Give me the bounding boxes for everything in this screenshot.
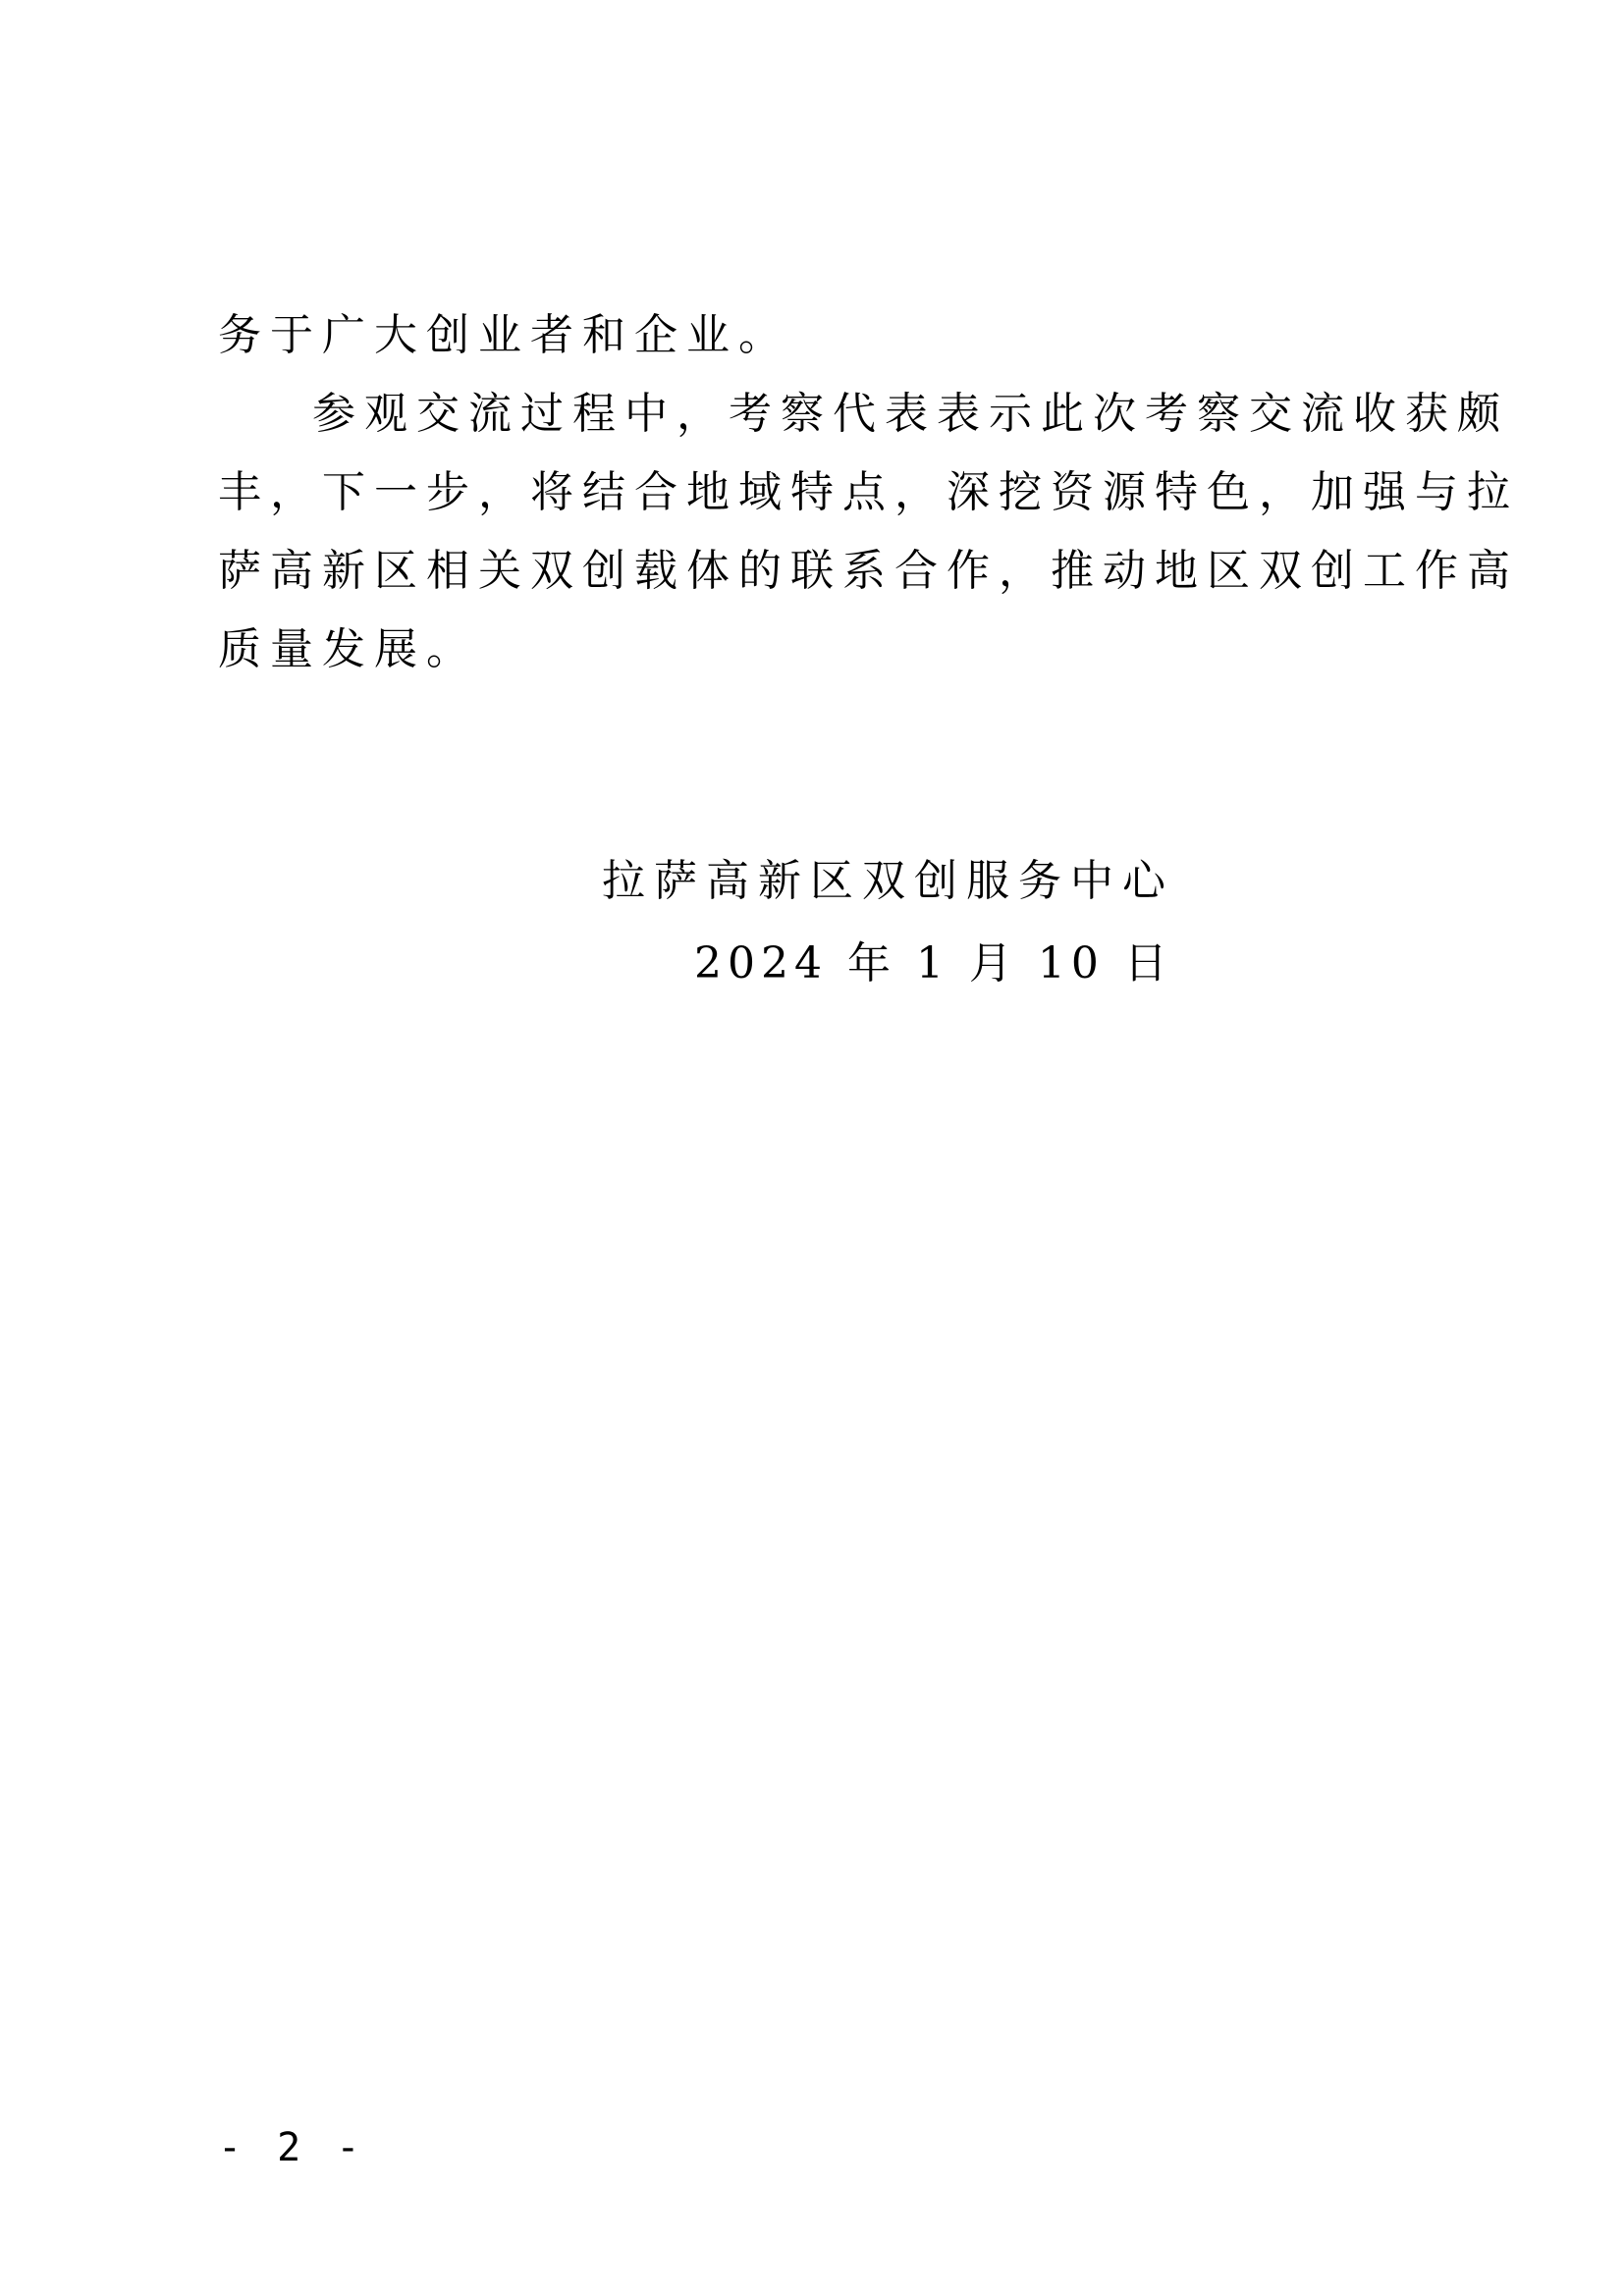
signature-date: 2024 年 1 月 10 日 xyxy=(694,938,1173,988)
page-number: - 2 - xyxy=(218,2125,366,2170)
body-line: 质量发展。 xyxy=(218,624,478,674)
body-line: 丰，下一步，将结合地域特点，深挖资源特色，加强与拉 xyxy=(218,467,1519,517)
body-text xyxy=(218,306,1519,699)
signature-organization: 拉萨高新区双创服务中心 xyxy=(602,856,1174,906)
body-line: 参观交流过程中，考察代表表示此次考察交流收获颇 xyxy=(312,389,1509,439)
body-line: 萨高新区相关双创载体的联系合作，推动地区双创工作高 xyxy=(218,546,1519,596)
body-line: 务于广大创业者和企业。 xyxy=(218,310,790,360)
